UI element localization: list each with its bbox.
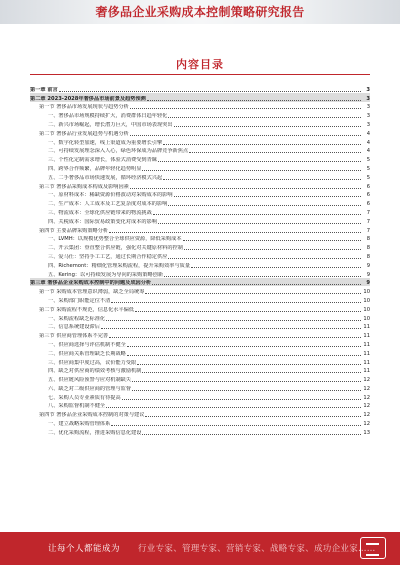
toc-dot-leader xyxy=(130,188,361,189)
toc-entry-title: 六、缺乏对二级供应商的管理与监督 xyxy=(48,385,132,392)
toc-entry-title: 三、物流成本：全球化供应链带来的物流挑战 xyxy=(48,209,152,216)
toc-dot-leader xyxy=(152,284,361,285)
toc-subsection-entry[interactable] xyxy=(30,260,370,269)
toc-entry-title: 一、采购流程缺乏标准化 xyxy=(48,315,106,322)
toc-page-number: 12 xyxy=(363,377,370,384)
toc-entry-title: 八、采购监督机制不健全 xyxy=(48,403,106,410)
toc-subsection-entry[interactable] xyxy=(30,110,370,119)
toc-dot-leader xyxy=(135,311,361,312)
toc-subsection-entry[interactable] xyxy=(30,348,370,357)
toc-subsection-entry[interactable] xyxy=(30,269,370,278)
toc-entry-title: 第四节 主要品牌采购策略分析 xyxy=(39,227,109,234)
toc-entry-title: 二、优化采购流程，推进采购信息化建设 xyxy=(48,429,142,436)
toc-subsection-entry[interactable] xyxy=(30,146,370,155)
toc-subsection-entry[interactable] xyxy=(30,392,370,401)
toc-entry-title: 一、奢侈品市场规模持续扩大，消费群体日趋年轻化 xyxy=(48,113,168,120)
toc-page-number: 12 xyxy=(363,412,370,419)
toc-page-number: 6 xyxy=(366,192,370,199)
toc-page-number: 10 xyxy=(363,306,370,313)
toc-dot-leader xyxy=(158,223,361,224)
toc-page-number: 13 xyxy=(363,429,370,436)
toc-subsection-entry[interactable] xyxy=(30,119,370,128)
table-of-contents xyxy=(30,84,370,436)
toc-dot-leader xyxy=(59,91,361,92)
toc-page-number: 7 xyxy=(366,209,370,216)
toc-entry-title: 五、供应链风险预警与应对机制缺失 xyxy=(48,377,132,384)
toc-section-entry[interactable] xyxy=(30,102,370,111)
toc-section-entry[interactable] xyxy=(30,330,370,339)
toc-page-number: 11 xyxy=(363,350,370,357)
toc-entry-title: 第一节 奢侈品市场发展现状与趋势分析 xyxy=(39,104,129,111)
toc-entry-title: 二、新兴市场崛起，增长潜力巨大，中国市场表现突出 xyxy=(48,121,173,128)
toc-page-number: 3 xyxy=(366,113,370,120)
toc-entry-title: 第四节 奢侈品企业采购成本控制的对策与建议 xyxy=(39,412,145,419)
toc-page-number: 3 xyxy=(366,104,370,111)
toc-dot-leader xyxy=(174,196,361,197)
toc-page-number: 11 xyxy=(363,368,370,375)
toc-dot-leader xyxy=(106,320,361,321)
toc-page-number: 4 xyxy=(366,148,370,155)
toc-page-number: 9 xyxy=(366,271,370,278)
toc-dot-leader xyxy=(147,100,361,101)
toc-entry-title: 二、生产成本：人工成本及工艺复杂度对成本的影响 xyxy=(48,201,168,208)
toc-entry-title: 第二节 采购流程不规范，信息化水平偏低 xyxy=(39,306,135,313)
toc-subsection-entry[interactable] xyxy=(30,383,370,392)
toc-dot-leader xyxy=(137,364,361,365)
toc-entry-title: 四、缺乏对供应商的绩效考核与激励机制 xyxy=(48,368,142,375)
toc-dot-leader xyxy=(109,232,361,233)
toc-page-number: 10 xyxy=(363,297,370,304)
toc-dot-leader xyxy=(106,407,361,408)
toc-page-number: 11 xyxy=(363,324,370,331)
toc-page-number: 12 xyxy=(363,394,370,401)
toc-subsection-entry[interactable] xyxy=(30,339,370,348)
toc-entry-title: 第二节 奢侈品行业发展趋势与机遇分析 xyxy=(39,130,129,137)
toc-page-number: 6 xyxy=(366,183,370,190)
toc-dot-leader xyxy=(130,108,361,109)
toc-dot-leader xyxy=(183,240,361,241)
toc-page-number: 11 xyxy=(363,341,370,348)
toc-entry-title: 五、二手奢侈品市场快速发展，循环经济模式兴起 xyxy=(48,174,163,181)
toc-subsection-entry[interactable] xyxy=(30,163,370,172)
toc-page-number: 7 xyxy=(366,227,370,234)
toc-section-entry[interactable] xyxy=(30,225,370,234)
toc-entry-title: 一、采购部门职能定位不清 xyxy=(48,297,111,304)
toc-section-entry[interactable] xyxy=(30,128,370,137)
toc-entry-title: 一、LVMH：以规模优势整合全球供应资源，降低采购成本 xyxy=(48,236,182,243)
toc-entry-title: 二、开云集团：垂直整合供应链，强化对关键原材料的控制 xyxy=(48,245,183,252)
toc-subsection-entry[interactable] xyxy=(30,198,370,207)
toc-dot-leader xyxy=(163,179,361,180)
toc-dot-leader xyxy=(153,214,361,215)
toc-page-number: 8 xyxy=(366,253,370,260)
toc-page-number: 11 xyxy=(363,333,370,340)
toc-entry-title: 一、建立战略采购管理体系 xyxy=(48,421,111,428)
toc-dot-leader xyxy=(164,276,361,277)
toc-entry-title: 四、跨界合作频繁，品牌年轻化趋势明显 xyxy=(48,165,142,172)
toc-entry-title: 第二章 2023-2028年奢侈品市场前景及趋势预测 xyxy=(30,95,146,102)
toc-entry-title: 四、Richemont：精细化管理采购流程，提升采购效率与质量 xyxy=(48,262,191,269)
toc-entry-title: 一、原材料成本：稀缺资源价格波动对采购成本的影响 xyxy=(48,192,173,199)
toc-subsection-entry[interactable] xyxy=(30,242,370,251)
toc-page-number: 3 xyxy=(366,95,370,102)
toc-page-number: 5 xyxy=(366,174,370,181)
toc-page-number: 4 xyxy=(366,139,370,146)
toc-subsection-entry[interactable] xyxy=(30,374,370,383)
toc-page-number: 8 xyxy=(366,236,370,243)
toc-dot-leader xyxy=(191,267,361,268)
toc-dot-leader xyxy=(122,399,361,400)
toc-subsection-entry[interactable] xyxy=(30,154,370,163)
toc-subsection-entry[interactable] xyxy=(30,190,370,199)
toc-page-number: 12 xyxy=(363,421,370,428)
toc-subsection-entry[interactable] xyxy=(30,216,370,225)
toc-entry-title: 五、Kering：以可持续发展为导向的采购策略创新 xyxy=(48,271,164,278)
toc-entry-title: 第三节 奢侈品采购成本构成及影响因素 xyxy=(39,183,129,190)
toc-dot-leader xyxy=(163,144,361,145)
toc-subsection-entry[interactable] xyxy=(30,137,370,146)
toc-section-entry[interactable] xyxy=(30,409,370,418)
toc-entry-title: 四、关税成本：国际贸易政策变化对成本的影响 xyxy=(48,218,157,225)
toc-page-number: 5 xyxy=(366,165,370,172)
toc-page-number: 9 xyxy=(366,280,370,287)
toc-divider xyxy=(30,74,370,75)
brand-logo-icon xyxy=(360,537,386,559)
toc-subsection-entry[interactable] xyxy=(30,313,370,322)
toc-subsection-entry[interactable] xyxy=(30,172,370,181)
toc-page-number: 3 xyxy=(366,121,370,128)
toc-entry-title: 二、可持续发展理念深入人心，绿色环保成为品牌竞争新焦点 xyxy=(48,148,189,155)
toc-page-number: 11 xyxy=(363,359,370,366)
toc-dot-leader xyxy=(174,126,361,127)
toc-subsection-entry[interactable] xyxy=(30,427,370,436)
toc-heading: 内容目录 xyxy=(176,58,224,71)
toc-section-entry[interactable] xyxy=(30,286,370,295)
toc-page-number: 8 xyxy=(366,245,370,252)
toc-entry-title: 二、信息系统建设滞后 xyxy=(48,324,100,331)
toc-subsection-entry[interactable] xyxy=(30,418,370,427)
toc-entry-title: 三、个性化定制需求增长，体验式消费受到青睐 xyxy=(48,157,157,164)
toc-entry-title: 第一节 采购成本管理意识薄弱，缺乏全局统筹 xyxy=(39,289,145,296)
toc-dot-leader xyxy=(168,205,361,206)
toc-subsection-entry[interactable] xyxy=(30,366,370,375)
toc-dot-leader xyxy=(184,249,361,250)
toc-dot-leader xyxy=(168,258,361,259)
toc-entry-title: 第一章 前言 xyxy=(30,86,58,93)
toc-dot-leader xyxy=(127,346,361,347)
toc-page-number: 9 xyxy=(366,262,370,269)
toc-page-number: 4 xyxy=(366,130,370,137)
toc-dot-leader xyxy=(101,328,361,329)
toc-subsection-entry[interactable] xyxy=(30,401,370,410)
toc-page-number: 10 xyxy=(363,315,370,322)
toc-subsection-entry[interactable] xyxy=(30,322,370,331)
toc-subsection-entry[interactable] xyxy=(30,251,370,260)
toc-chapter-entry[interactable] xyxy=(30,93,370,102)
toc-dot-leader xyxy=(158,161,361,162)
toc-subsection-entry[interactable] xyxy=(30,234,370,243)
toc-entry-title: 七、采购人员专业素质有待提高 xyxy=(48,394,121,401)
toc-dot-leader xyxy=(111,425,361,426)
toc-page-number: 6 xyxy=(366,201,370,208)
footer-band xyxy=(0,532,400,565)
toc-page-number: 12 xyxy=(363,403,370,410)
toc-chapter-entry[interactable] xyxy=(30,278,370,287)
toc-entry-title: 二、供应商关系管理缺乏长期战略 xyxy=(48,350,126,357)
toc-dot-leader xyxy=(145,293,361,294)
toc-dot-leader xyxy=(189,152,361,153)
footer-slogan: 让每个人都能成为 xyxy=(48,544,121,554)
toc-chapter-entry[interactable] xyxy=(30,84,370,93)
toc-subsection-entry[interactable] xyxy=(30,357,370,366)
toc-dot-leader xyxy=(142,372,361,373)
footer-tagline: 行业专家、管理专家、营销专家、战略专家、成功企业家…… xyxy=(138,544,376,554)
toc-dot-leader xyxy=(145,416,361,417)
toc-subsection-entry[interactable] xyxy=(30,207,370,216)
toc-dot-leader xyxy=(111,302,361,303)
toc-dot-leader xyxy=(130,135,361,136)
toc-dot-leader xyxy=(142,170,361,171)
toc-dot-leader xyxy=(142,434,361,435)
toc-page-number: 12 xyxy=(363,385,370,392)
toc-dot-leader xyxy=(132,381,361,382)
toc-page-number: 10 xyxy=(363,289,370,296)
toc-entry-title: 三、爱马仕：坚持手工工艺，通过长期合作稳定供应 xyxy=(48,253,168,260)
toc-entry-title: 第三节 供应商管理体系不完善 xyxy=(39,333,109,340)
toc-dot-leader xyxy=(168,117,361,118)
toc-page-number: 7 xyxy=(366,218,370,225)
toc-subsection-entry[interactable] xyxy=(30,295,370,304)
report-title: 奢侈品企业采购成本控制策略研究报告 xyxy=(95,5,305,19)
toc-dot-leader xyxy=(109,337,361,338)
toc-entry-title: 一、数字化转型加速，线上渠道成为重要增长引擎 xyxy=(48,139,163,146)
toc-entry-title: 三、供应商集中度过高，议价能力受限 xyxy=(48,359,137,366)
toc-dot-leader xyxy=(132,390,361,391)
toc-page-number: 5 xyxy=(366,157,370,164)
toc-page-number: 3 xyxy=(366,86,370,93)
toc-section-entry[interactable] xyxy=(30,181,370,190)
toc-entry-title: 第三章 奢侈品企业采购成本控制中的问题及成因分析 xyxy=(30,280,152,287)
toc-entry-title: 一、供应商选择与评估机制不健全 xyxy=(48,341,126,348)
toc-dot-leader xyxy=(127,355,361,356)
toc-section-entry[interactable] xyxy=(30,304,370,313)
